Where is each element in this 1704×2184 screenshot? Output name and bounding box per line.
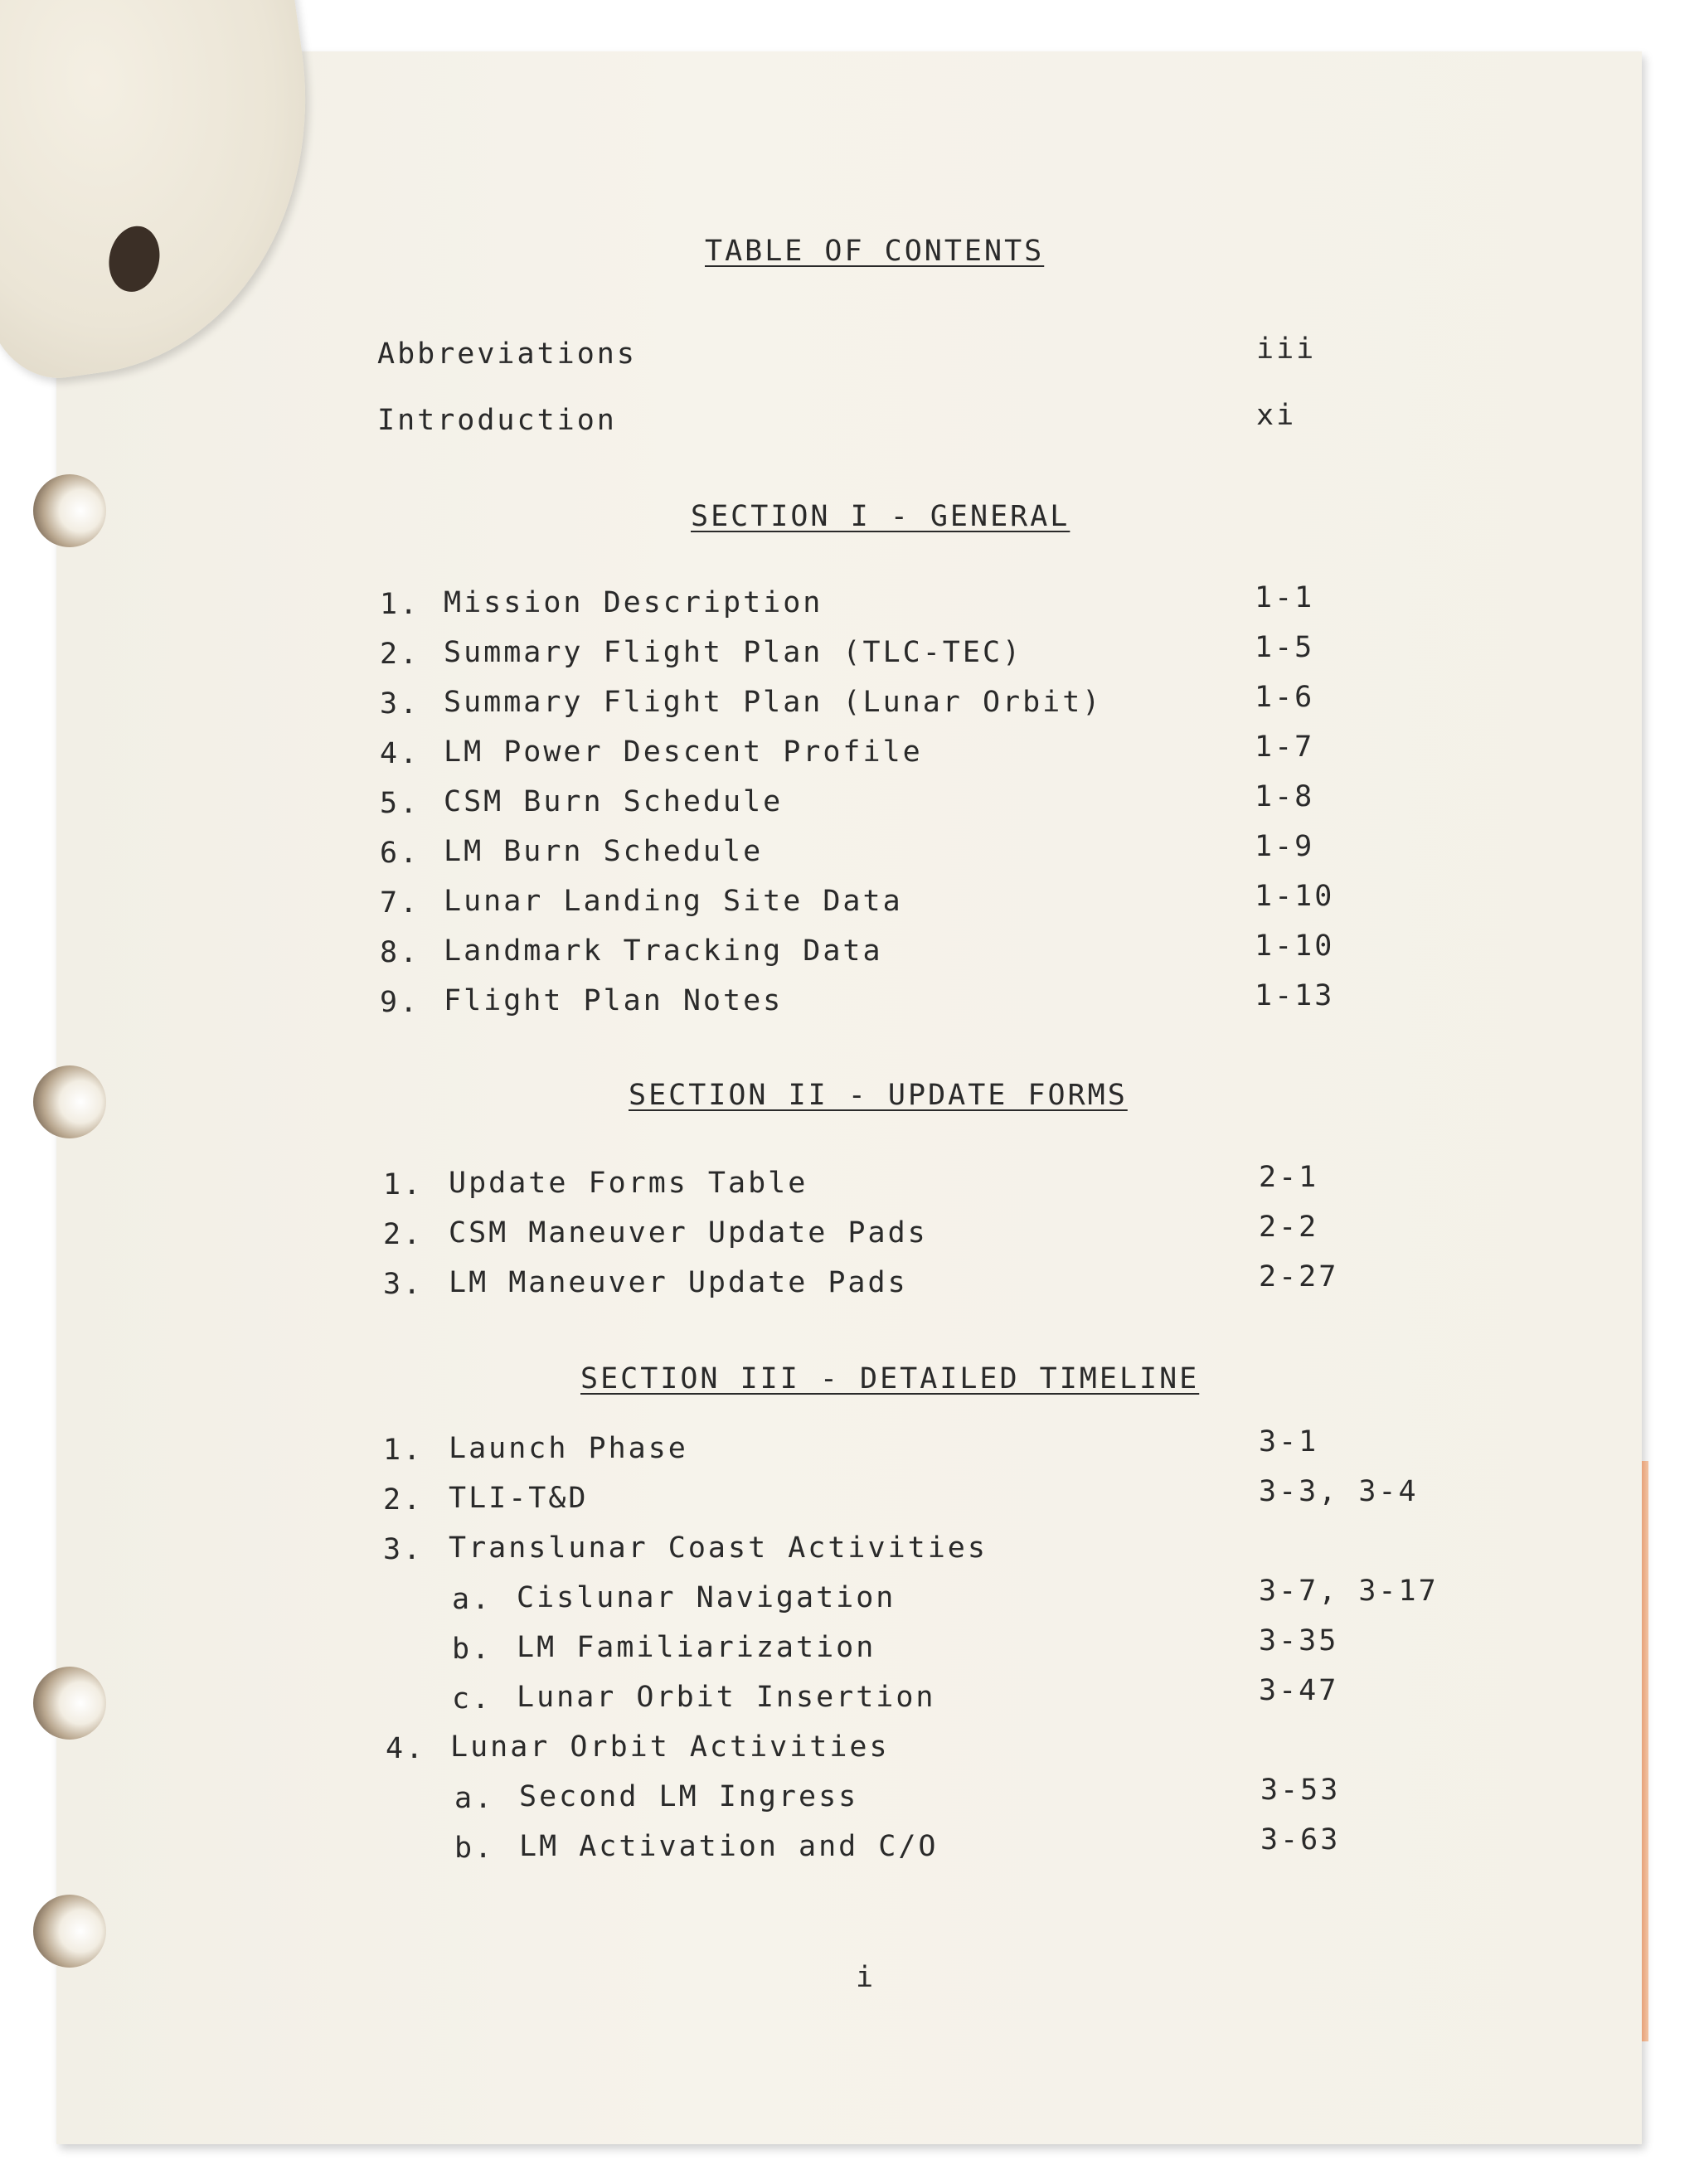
toc-item-number: 2. xyxy=(380,638,420,671)
page-edge xyxy=(1642,1461,1648,2041)
toc-item-label: Mission Description xyxy=(444,586,823,619)
toc-item-label: LM Maneuver Update Pads xyxy=(449,1266,908,1299)
toc-subitem-label: LM Activation and C/O xyxy=(519,1830,939,1863)
toc-item-number: 8. xyxy=(380,936,420,969)
page-number: i xyxy=(856,1961,876,1994)
toc-item-page: 1-7 xyxy=(1255,730,1315,764)
toc-item-number: 2. xyxy=(383,1218,424,1251)
toc-item-page: 1-10 xyxy=(1255,929,1335,963)
toc-item-page: 3-53 xyxy=(1260,1774,1341,1807)
section-2-heading: SECTION II - UPDATE FORMS xyxy=(629,1079,1128,1112)
toc-item-number: 2. xyxy=(383,1483,424,1517)
toc-item-page: 3-3, 3-4 xyxy=(1259,1475,1419,1508)
toc-item-number: 1. xyxy=(383,1168,424,1201)
toc-item-number: 7. xyxy=(380,886,420,920)
toc-entry-introduction: Introduction xyxy=(377,404,617,437)
toc-item-page: 1-8 xyxy=(1255,780,1315,813)
toc-item-page: 1-13 xyxy=(1255,979,1335,1012)
toc-subitem-letter: c. xyxy=(452,1682,493,1716)
toc-item-page: 1-1 xyxy=(1255,581,1315,614)
section-1-heading: SECTION I - GENERAL xyxy=(691,500,1070,533)
toc-item-label: Update Forms Table xyxy=(449,1167,808,1200)
binder-hole xyxy=(33,1065,106,1138)
toc-item-number: 4. xyxy=(386,1732,426,1765)
toc-item-page: 1-6 xyxy=(1255,681,1315,714)
toc-item-label: TLI-T&D xyxy=(449,1482,589,1515)
toc-subitem-label: Lunar Orbit Insertion xyxy=(517,1681,936,1714)
toc-item-number: 1. xyxy=(383,1434,424,1467)
toc-item-page: 1-10 xyxy=(1255,880,1335,913)
toc-subitem-label: Cislunar Navigation xyxy=(517,1581,896,1614)
toc-item-label: CSM Maneuver Update Pads xyxy=(449,1216,928,1250)
toc-item-page: 2-1 xyxy=(1259,1161,1319,1194)
binder-hole xyxy=(33,474,106,547)
toc-item-page: 2-2 xyxy=(1259,1211,1319,1244)
toc-item-label: Launch Phase xyxy=(449,1432,688,1465)
toc-page-introduction: xi xyxy=(1256,399,1297,432)
toc-item-number: 5. xyxy=(380,787,420,820)
toc-item-page: 1-9 xyxy=(1255,830,1315,863)
toc-subitem-label: Second LM Ingress xyxy=(519,1780,859,1813)
toc-item-label: Lunar Landing Site Data xyxy=(444,885,903,918)
toc-item-label: CSM Burn Schedule xyxy=(444,785,784,818)
toc-item-page: 3-7, 3-17 xyxy=(1259,1575,1439,1608)
toc-page-abbreviations: iii xyxy=(1256,332,1317,366)
toc-item-label: LM Power Descent Profile xyxy=(444,735,923,769)
toc-item-number: 3. xyxy=(383,1268,424,1301)
toc-item-page: 3-1 xyxy=(1259,1425,1319,1458)
toc-item-label: Translunar Coast Activities xyxy=(449,1531,988,1565)
toc-title: TABLE OF CONTENTS xyxy=(705,235,1045,268)
toc-subitem-letter: a. xyxy=(452,1583,493,1616)
toc-item-label: Summary Flight Plan (TLC-TEC) xyxy=(444,636,1023,669)
toc-subitem-letter: b. xyxy=(454,1832,495,1865)
toc-item-label: Flight Plan Notes xyxy=(444,984,784,1017)
toc-item-page: 2-27 xyxy=(1259,1260,1339,1293)
toc-item-number: 4. xyxy=(380,737,420,770)
toc-item-label: Lunar Orbit Activities xyxy=(450,1730,890,1764)
toc-item-page: 3-47 xyxy=(1259,1674,1339,1707)
toc-item-page: 1-5 xyxy=(1255,631,1315,664)
curl-binder-hole xyxy=(103,221,165,297)
toc-item-number: 1. xyxy=(380,588,420,621)
toc-item-number: 3. xyxy=(380,687,420,721)
binder-hole xyxy=(33,1895,106,1968)
toc-subitem-letter: a. xyxy=(454,1782,495,1815)
toc-entry-abbreviations: Abbreviations xyxy=(377,337,637,371)
toc-item-label: LM Burn Schedule xyxy=(444,835,764,868)
toc-item-number: 9. xyxy=(380,986,420,1019)
toc-item-number: 3. xyxy=(383,1533,424,1566)
toc-item-label: Landmark Tracking Data xyxy=(444,934,883,968)
toc-item-page: 3-63 xyxy=(1260,1823,1341,1856)
toc-item-number: 6. xyxy=(380,837,420,870)
toc-subitem-letter: b. xyxy=(452,1633,493,1666)
section-3-heading: SECTION III - DETAILED TIMELINE xyxy=(580,1362,1200,1395)
binder-hole xyxy=(33,1667,106,1740)
toc-subitem-label: LM Familiarization xyxy=(517,1631,876,1664)
toc-item-page: 3-35 xyxy=(1259,1624,1339,1657)
toc-item-label: Summary Flight Plan (Lunar Orbit) xyxy=(444,686,1103,719)
